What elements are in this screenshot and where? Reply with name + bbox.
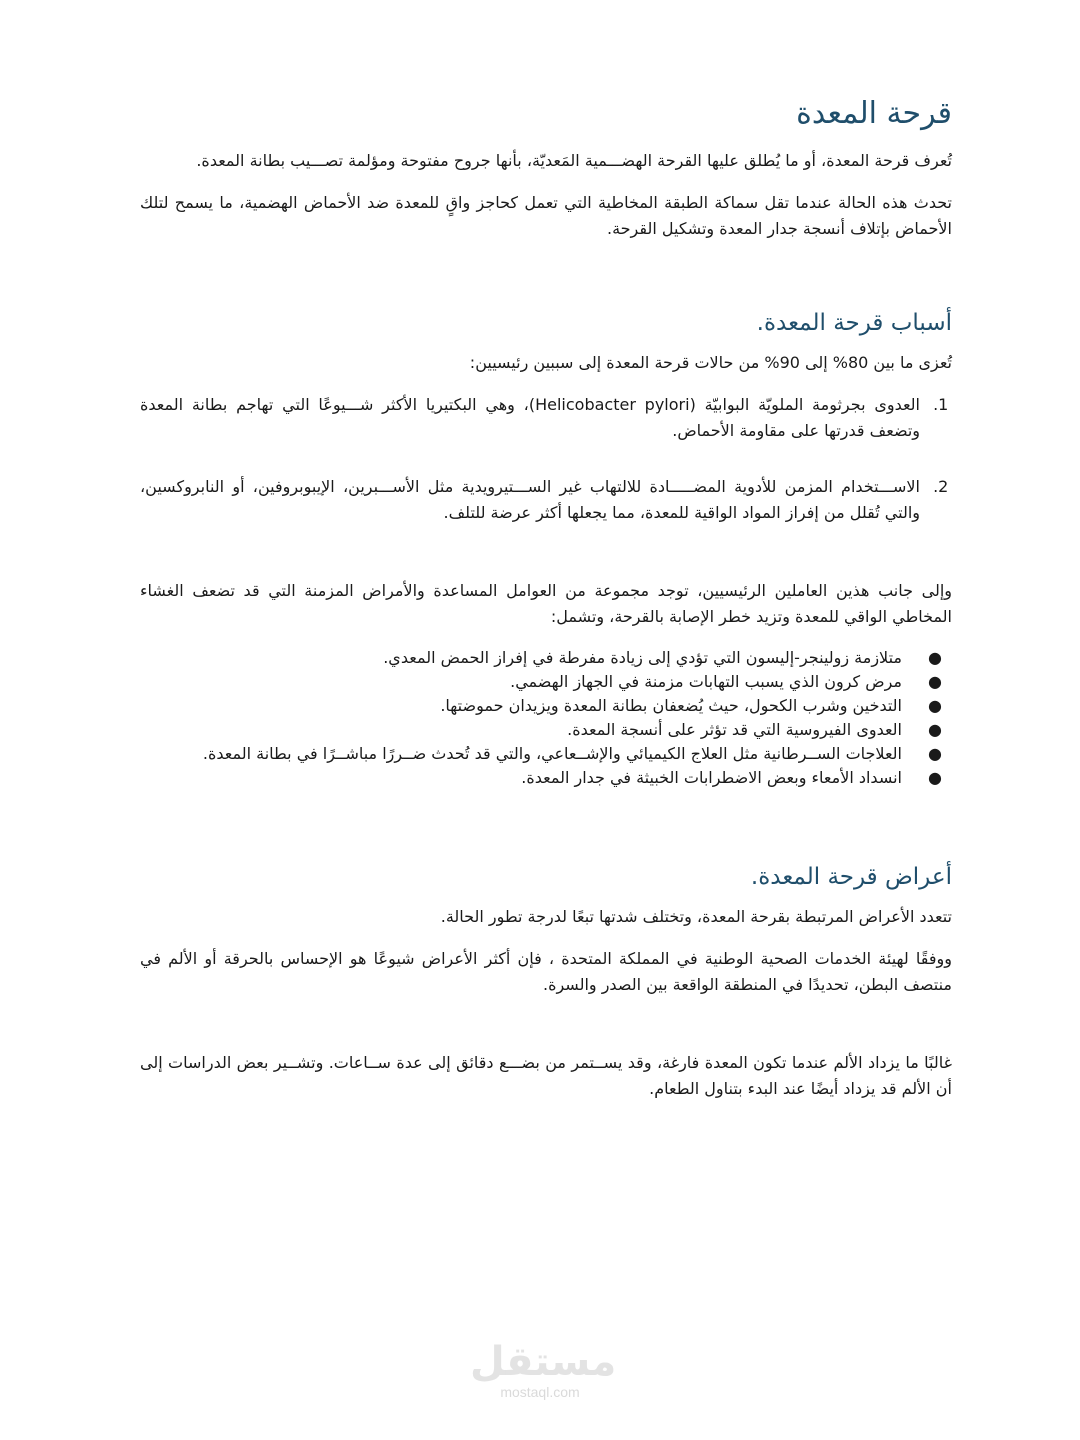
- symptoms-paragraph-3: غالبًا ما يزداد الألم عندما تكون المعدة فارغة، وقد يســتمر من بضـــع دقائق إلى عدة ســاعات. وتشــير بعض الدراسات إلى أن الألم قد يزداد أيضًا عند البدء بتناول الطعام.: [140, 1053, 952, 1098]
- bullet-icon: ●: [928, 744, 942, 763]
- mostaql-url: mostaql.com: [500, 1384, 580, 1400]
- factors-lead: وإلى جانب هذين العاملين الرئيسيين، توجد مجموعة من العوامل المساعدة والأمراض المزمنة التي قد تضعف الغشاء المخاطي الواقي للمعدة وتزيد خطر الإصابة بالقرحة، وتشمل:: [140, 581, 952, 626]
- document-content: [140, 92, 952, 1118]
- causes-lead: تُعزى ما بين 80% إلى 90% من حالات قرحة المعدة إلى سببين رئيسيين:: [469, 353, 952, 372]
- factor-text: العلاجات الســرطانية مثل العلاج الكيميائي والإشــعاعي، والتي قد تُحدث ضــررًا مباشــرًا في بطانة المعدة.: [202, 744, 902, 763]
- page-title: قرحة المعدة: [796, 96, 952, 131]
- causes-list: [140, 392, 952, 526]
- factor-text: انسداد الأمعاء وبعض الاضطرابات الخبيثة في جدار المعدة.: [521, 768, 902, 787]
- factor-item: [140, 742, 942, 766]
- cause-item: [140, 392, 928, 444]
- spacer: [140, 790, 952, 838]
- factor-text: العدوى الفيروسية التي قد تؤثر على أنسجة المعدة.: [567, 720, 902, 739]
- causes-heading: أسباب قرحة المعدة.: [756, 310, 952, 336]
- bullet-icon: ●: [928, 648, 942, 667]
- factor-item: [140, 718, 942, 742]
- factor-item: [140, 646, 942, 670]
- factors-list: [140, 646, 952, 790]
- cause-item-text: الاســـتخدام المزمن للأدوية المضـــــادة للالتهاب غير الســـتيرويدية مثل الأســـبرين، الإيبوبروفين، أو النابروكسين، والتي تُقلل من إفراز المواد الواقية للمعدة، مما يجعلها أكثر عرضة للتلف.: [140, 477, 920, 522]
- bullet-icon: ●: [928, 672, 942, 691]
- bullet-icon: ●: [928, 720, 942, 739]
- spacer: [140, 556, 952, 578]
- cause-item: [140, 474, 928, 526]
- intro-paragraph-2: تحدث هذه الحالة عندما تقل سماكة الطبقة المخاطية التي تعمل كحاجز واقٍ للمعدة ضد الأحماض الهضمية، ما يسمح لتلك الأحماض بإتلاف أنسجة جدار المعدة وتشكيل القرحة.: [140, 193, 952, 238]
- symptoms-paragraph-1: تتعدد الأعراض المرتبطة بقرحة المعدة، وتختلف شدتها تبعًا لدرجة تطور الحالة.: [440, 907, 952, 926]
- symptoms-heading: أعراض قرحة المعدة.: [750, 864, 952, 890]
- factor-text: التدخين وشرب الكحول، حيث يُضعفان بطانة المعدة ويزيدان حموضتها.: [440, 696, 902, 715]
- spacer: [140, 258, 952, 306]
- bullet-icon: ●: [928, 696, 942, 715]
- symptoms-paragraph-2: ووفقًا لهيئة الخدمات الصحية الوطنية في المملكة المتحدة ، فإن أكثر الأعراض شيوعًا هو الإحساس بالحرقة أو الألم في منتصف البطن، تحديدًا في المنطقة الواقعة بين الصدر والسرة.: [140, 949, 952, 994]
- intro-paragraph-1: تُعرف قرحة المعدة، أو ما يُطلق عليها القرحة الهضـــمية المَعديّة، بأنها جروح مفتوحة ومؤلمة تصـــيب بطانة المعدة.: [196, 151, 952, 170]
- factor-text: متلازمة زولينجر-إليسون التي تؤدي إلى زيادة مفرطة في إفراز الحمض المعدي.: [383, 648, 902, 667]
- mostaql-watermark: [470, 1339, 617, 1400]
- cause-item-text: العدوى بجرثومة الملويّة البوابيّة (Helicobacter pylori)، وهي البكتيريا الأكثر شـــيوعًا التي تهاجم بطانة المعدة وتضعف قدرتها على مقاومة الأحماض.: [140, 395, 921, 440]
- factor-item: [140, 694, 942, 718]
- bullet-icon: ●: [928, 768, 942, 787]
- spacer: [140, 1014, 952, 1050]
- factor-item: [140, 766, 942, 790]
- factor-item: [140, 670, 942, 694]
- mostaql-logo: مستقل: [470, 1339, 617, 1385]
- factor-text: مرض كرون الذي يسبب التهابات مزمنة في الجهاز الهضمي.: [510, 672, 902, 691]
- spacer: [140, 838, 952, 860]
